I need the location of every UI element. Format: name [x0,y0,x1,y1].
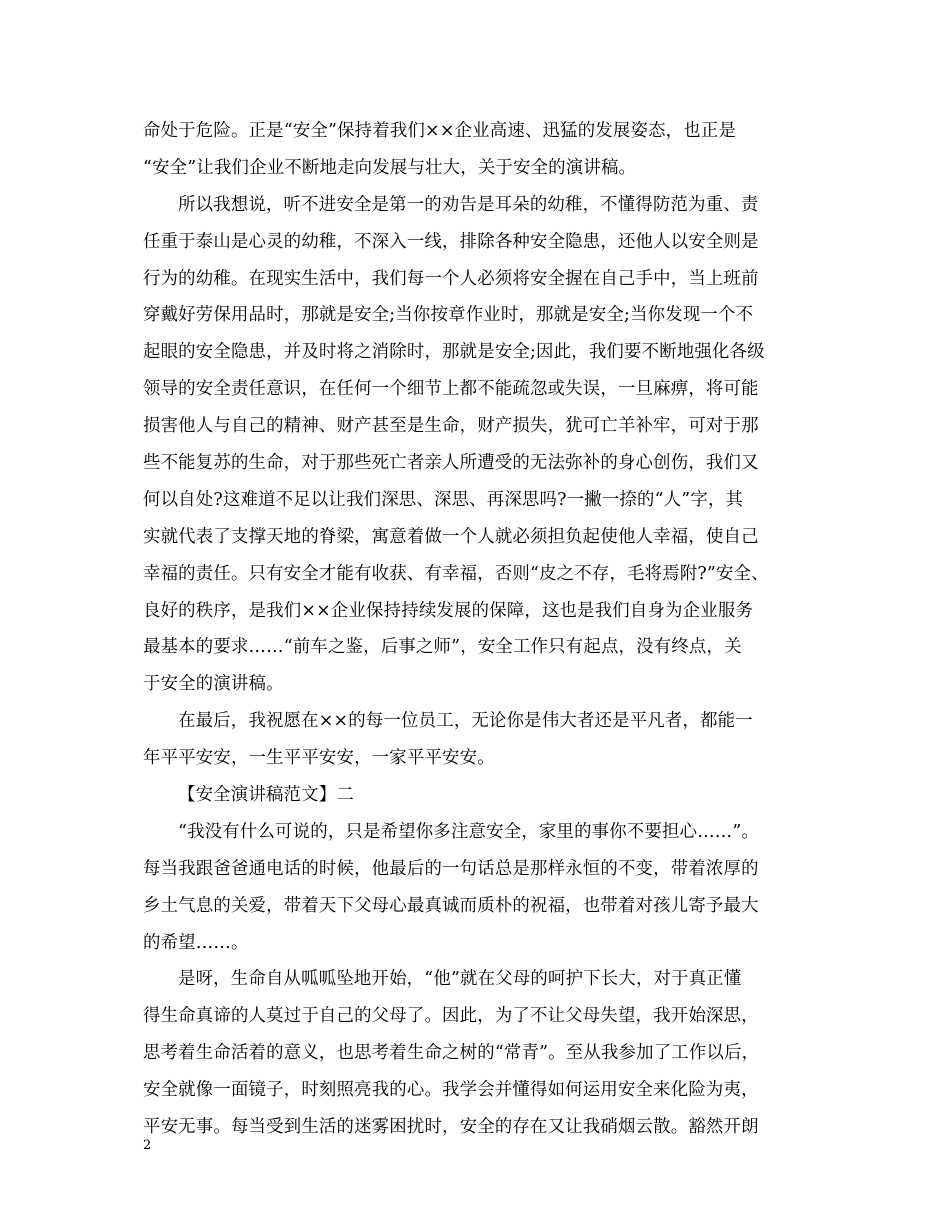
text-line: 幸福的责任。只有安全才能有收获、有幸福，否则“皮之不存，毛将焉附?”安全、 [143,563,769,584]
text-line: 思考着生命活着的意义，也思考着生命之树的“常青”。至从我参加了工作以后， [143,1043,760,1064]
text-line: 损害他人与自己的精神、财产甚至是生命，财产损失，犹可亡羊补牢，可对于那 [143,416,759,437]
text-line: 穿戴好劳保用品时，那就是安全;当你按章作业时，那就是安全;当你发现一个不 [143,305,754,326]
text-line: 是呀，生命自从呱呱坠地开始，“他”就在父母的呵护下长大，对于真正懂 [178,969,742,990]
body-text [143,113,823,1146]
text-line: 良好的秩序，是我们××企业保持持续发展的保障，这也是我们自身为企业服务 [143,600,754,621]
text-line: 最基本的要求……“前车之鉴，后事之师”，安全工作只有起点，没有终点，关 [143,637,742,658]
text-line: 年平平安安，一生平平安安，一家平平安安。 [143,748,495,769]
text-line: 所以我想说，听不进安全是第一的劝告是耳朵的幼稚，不懂得防范为重、责 [178,194,759,215]
text-line: 实就代表了支撑天地的脊梁，寓意着做一个人就必须担负起使他人幸福，使自己 [143,526,759,547]
text-line: 安全就像一面镜子，时刻照亮我的心。我学会并懂得如何运用安全来化险为夷， [143,1080,759,1101]
text-line: 的希望……。 [143,932,249,953]
text-line: 些不能复苏的生命，对于那些死亡者亲人所遭受的无法弥补的身心创伤，我们又 [143,453,759,474]
text-line: 每当我跟爸爸通电话的时候，他最后的一句话总是那样永恒的不变，带着浓厚的 [143,858,759,879]
text-line: 行为的幼稚。在现实生活中，我们每一个人必须将安全握在自己手中，当上班前 [143,268,759,289]
text-line: 领导的安全责任意识，在任何一个细节上都不能疏忽或失误，一旦麻痹，将可能 [143,379,759,400]
text-line: 任重于泰山是心灵的幼稚，不深入一线，排除各种安全隐患，还他人以安全则是 [143,231,759,252]
text-line: 命处于危险。正是“安全”保持着我们××企业高速、迅猛的发展姿态，也正是 [143,121,737,141]
text-line: 在最后，我祝愿在××的每一位员工，无论你是伟大者还是平凡者，都能一 [178,711,753,732]
text-line: “安全”让我们企业不断地走向发展与壮大，关于安全的演讲稿。 [143,157,637,178]
page-number: 2 [143,1138,152,1153]
text-line: 起眼的安全隐患，并及时将之消除时，那就是安全;因此，我们要不断地强化各级 [143,342,765,363]
text-line: 于安全的演讲稿。 [143,674,284,695]
text-line: 得生命真谛的人莫过于自己的父母了。因此，为了不让父母失望，我开始深思， [143,1006,759,1027]
text-line: “我没有什么可说的，只是希望你多注意安全，家里的事你不要担心……”。 [178,821,760,842]
text-line: 平安无事。每当受到生活的迷雾困扰时，安全的存在又让我硝烟云散。豁然开朗 [143,1117,759,1138]
text-line: 乡土气息的关爱，带着天下父母心最真诚而质朴的祝福，也带着对孩儿寄予最大 [143,895,759,916]
text-line: 何以自处?这难道不足以让我们深思、深思、再深思吗?一撇一捺的“人”字，其 [143,489,744,510]
text-line: 【安全演讲稿范文】二 [178,785,354,806]
